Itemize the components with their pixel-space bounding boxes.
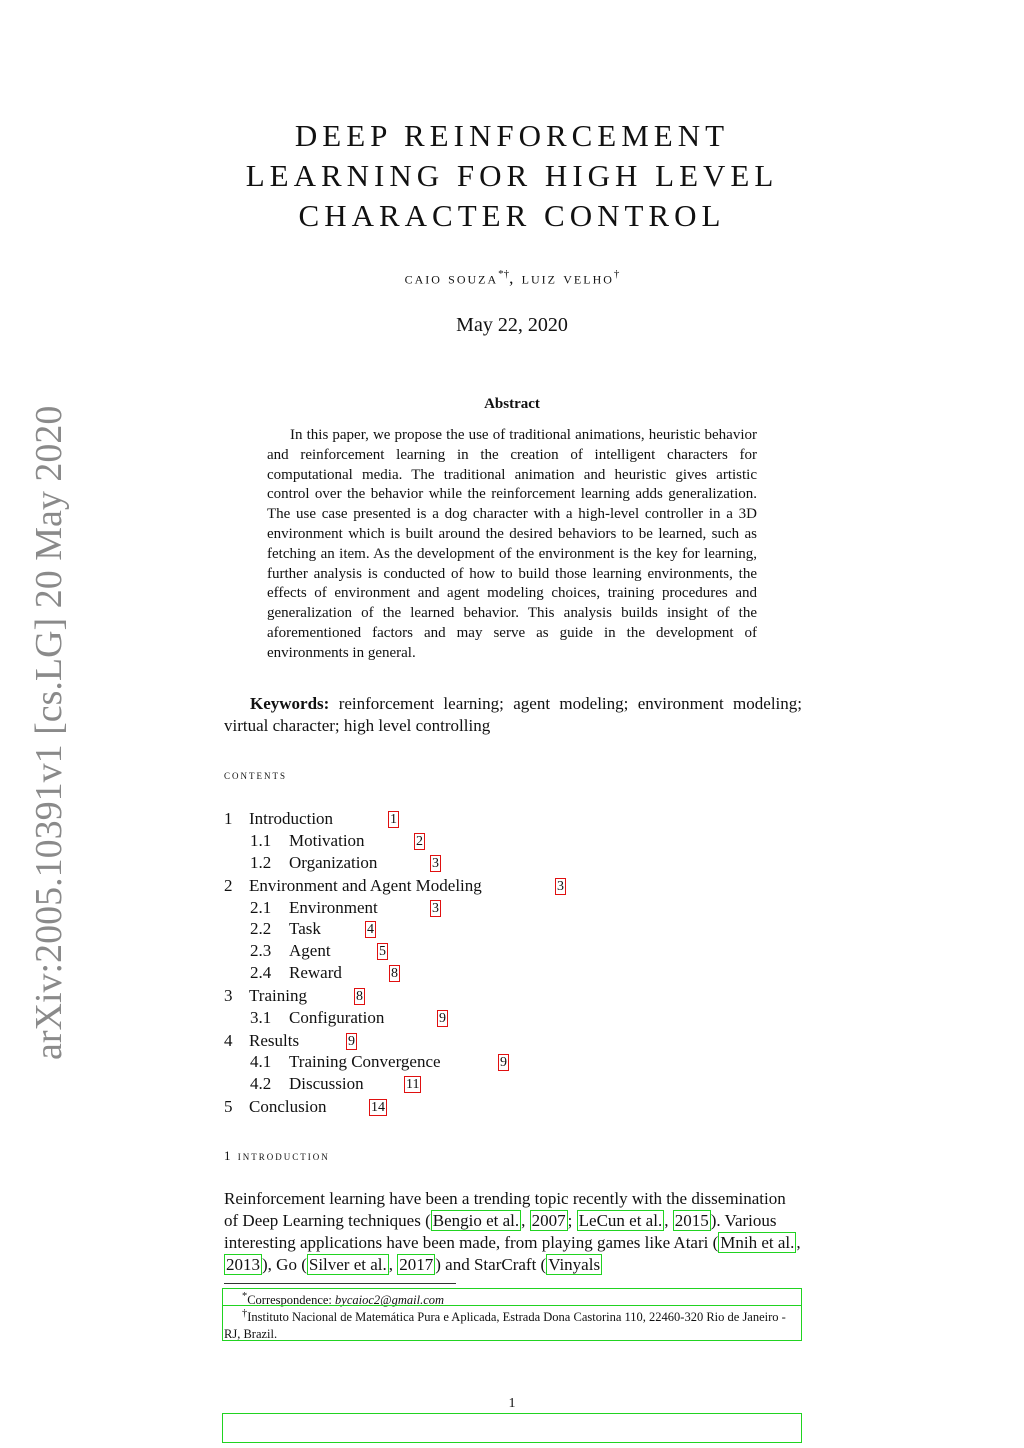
- citation-link[interactable]: Mnih et al.: [720, 1233, 795, 1252]
- citation-link[interactable]: Vinyals: [548, 1255, 601, 1274]
- author-2-marks: †: [613, 268, 620, 280]
- toc-entry-title[interactable]: Results: [249, 1031, 300, 1050]
- toc-entry-title[interactable]: Introduction: [249, 809, 334, 828]
- page-number: 1: [508, 1396, 516, 1411]
- toc-entry[interactable]: [250, 852, 810, 874]
- toc-entry-title[interactable]: Discussion: [289, 1074, 364, 1093]
- toc-entry-number: 4.2: [250, 1074, 272, 1093]
- toc-entry-number: 2.4: [250, 963, 272, 982]
- footnote-rule: [224, 1283, 456, 1284]
- toc-page-link[interactable]: 14: [371, 1100, 385, 1115]
- toc-entry[interactable]: [250, 1051, 810, 1073]
- title-line-3: CHARACTER CONTROL: [298, 198, 726, 233]
- contents-heading: contents: [224, 767, 287, 782]
- citation-link[interactable]: 2017: [399, 1255, 434, 1274]
- toc-entry-number: 2.3: [250, 941, 272, 960]
- keywords: [224, 693, 802, 737]
- toc-entry-number: 3: [224, 986, 233, 1005]
- toc-page-link[interactable]: 8: [356, 989, 363, 1004]
- intro-sep: ,: [796, 1233, 801, 1252]
- intro-sep: ,: [521, 1211, 530, 1230]
- author-1-marks: *†: [498, 268, 510, 280]
- toc-entry-title[interactable]: Configuration: [289, 1008, 385, 1027]
- toc-page-link[interactable]: 9: [439, 1011, 446, 1026]
- toc-entry-number: 2.2: [250, 919, 272, 938]
- keywords-label: Keywords:: [250, 694, 330, 713]
- toc-entry[interactable]: [250, 1007, 810, 1029]
- toc-entry[interactable]: [250, 897, 810, 919]
- toc-page-link[interactable]: 11: [406, 1077, 420, 1092]
- toc-entry-number: 1.2: [250, 853, 272, 872]
- toc-entry[interactable]: [224, 1096, 784, 1118]
- toc-page-link[interactable]: 3: [557, 879, 564, 894]
- citation-link[interactable]: 2007: [531, 1211, 566, 1230]
- paper-date: May 22, 2020: [456, 314, 568, 336]
- footnote-2-mark: †: [242, 1308, 248, 1319]
- toc-entry[interactable]: [250, 830, 810, 852]
- author-2: luiz velho: [521, 268, 614, 288]
- introduction-paragraph: [224, 1188, 802, 1276]
- toc-entry[interactable]: [224, 985, 784, 1007]
- toc-entry-title[interactable]: Task: [289, 919, 321, 938]
- intro-text-3: ), Go (: [262, 1255, 307, 1274]
- toc-entry-title[interactable]: Environment: [289, 898, 378, 917]
- toc-page-link[interactable]: 1: [390, 812, 397, 827]
- author-1: caio souza: [404, 268, 499, 288]
- footnote-1-mark: *: [242, 1291, 248, 1302]
- toc-page-link[interactable]: 9: [500, 1055, 507, 1070]
- toc-page-link[interactable]: 8: [391, 966, 398, 981]
- abstract-heading: Abstract: [484, 396, 540, 412]
- toc-entry-number: 3.1: [250, 1008, 272, 1027]
- toc-entry-title[interactable]: Training Convergence: [289, 1052, 441, 1071]
- authors: [150, 268, 874, 289]
- toc-page-link[interactable]: 4: [367, 922, 374, 937]
- intro-text-2: ). Various interesting applications have been made, from playing games like Atari (: [224, 1211, 777, 1252]
- footnote-2-text: Instituto Nacional de Matemática Pura e Aplicada, Estrada Dona Castorina 110, 22460-320 Rio de Janeiro - RJ, Brazil.: [224, 1310, 786, 1342]
- toc-entry-number: 1: [224, 809, 233, 828]
- toc-entry-title[interactable]: Motivation: [289, 831, 365, 850]
- introduction-heading: 1 introduction: [224, 1148, 330, 1163]
- intro-text-4: ) and StarCraft (: [435, 1255, 547, 1274]
- toc-entry-title[interactable]: Agent: [289, 941, 331, 960]
- citation-link[interactable]: Silver et al.: [308, 1255, 387, 1274]
- toc-page-link[interactable]: 2: [416, 834, 423, 849]
- toc-entry-number: 1.1: [250, 831, 272, 850]
- toc-page-link[interactable]: 3: [432, 901, 439, 916]
- citation-link[interactable]: LeCun et al.: [578, 1211, 663, 1230]
- paper-title: [150, 116, 874, 236]
- toc-entry-number: 2: [224, 876, 233, 895]
- intro-sep: ,: [664, 1211, 673, 1230]
- citation-link[interactable]: 2015: [674, 1211, 709, 1230]
- title-line-1: DEEP REINFORCEMENT: [294, 118, 730, 153]
- toc-entry[interactable]: [224, 1030, 784, 1052]
- toc-entry[interactable]: [250, 918, 810, 940]
- toc-page-link[interactable]: 5: [379, 944, 386, 959]
- toc-entry-title[interactable]: Training: [249, 986, 307, 1005]
- toc-entry-number: 4: [224, 1031, 233, 1050]
- footnote-1-email[interactable]: bycaioc2@gmail.com: [335, 1293, 445, 1308]
- toc-entry-title[interactable]: Reward: [289, 963, 342, 982]
- bottom-link-box[interactable]: [222, 1413, 802, 1443]
- intro-text-1: Reinforcement learning have been a trending topic recently with the dissemination of Deep Learning techniques (: [224, 1189, 786, 1230]
- toc-entry-title[interactable]: Organization: [289, 853, 378, 872]
- title-line-2: LEARNING FOR HIGH LEVEL: [245, 158, 779, 193]
- toc-page-link[interactable]: 3: [432, 856, 439, 871]
- email-link-box[interactable]: [222, 1288, 802, 1306]
- footnote-1-label: Correspondence:: [247, 1293, 336, 1308]
- toc-entry[interactable]: [250, 962, 810, 984]
- toc-entry[interactable]: [250, 1073, 810, 1095]
- toc-entry[interactable]: [250, 940, 810, 962]
- toc-entry[interactable]: [224, 808, 784, 830]
- toc-entry-title[interactable]: Environment and Agent Modeling: [249, 876, 482, 895]
- citation-link[interactable]: Bengio et al.: [432, 1211, 520, 1230]
- citation-link[interactable]: 2013: [226, 1255, 260, 1274]
- toc-entry-number: 5: [224, 1097, 233, 1116]
- toc-entry-title[interactable]: Conclusion: [249, 1097, 327, 1116]
- intro-sep: ,: [388, 1255, 398, 1274]
- toc-entry[interactable]: [224, 875, 784, 897]
- author-separator: ,: [509, 268, 522, 288]
- toc-page-link[interactable]: 9: [348, 1034, 355, 1049]
- arxiv-stamp: arXiv:2005.10391v1 [cs.LG] 20 May 2020: [28, 405, 70, 1060]
- keywords-text: reinforcement learning; agent modeling; environment modeling; virtual character; high level controlling: [224, 694, 802, 735]
- intro-sep: ;: [567, 1211, 577, 1230]
- affiliation-link-box[interactable]: [222, 1305, 802, 1341]
- toc-entry-number: 4.1: [250, 1052, 272, 1071]
- abstract-text: In this paper, we propose the use of traditional animations, heuristic behavior and reinforcement learning in the creation of intelligent characters for computational media. The traditional animation and heuristic gives artistic control over the behavior while the reinforcement learning adds generalization. The use case presented is a dog character with a high-level controller in a 3D environment which is built around the desired behaviors to be learned, such as fetching an item. As the development of the environment is the key for learning, further analysis is conducted of how to build those learning environments, the effects of environment and agent modeling choices, training procedures and generalization of the learned behavior. This analysis builds insight of the aforementioned factors and may serve as guide in the development of environments in general.: [267, 427, 757, 661]
- toc-entry-number: 2.1: [250, 898, 272, 917]
